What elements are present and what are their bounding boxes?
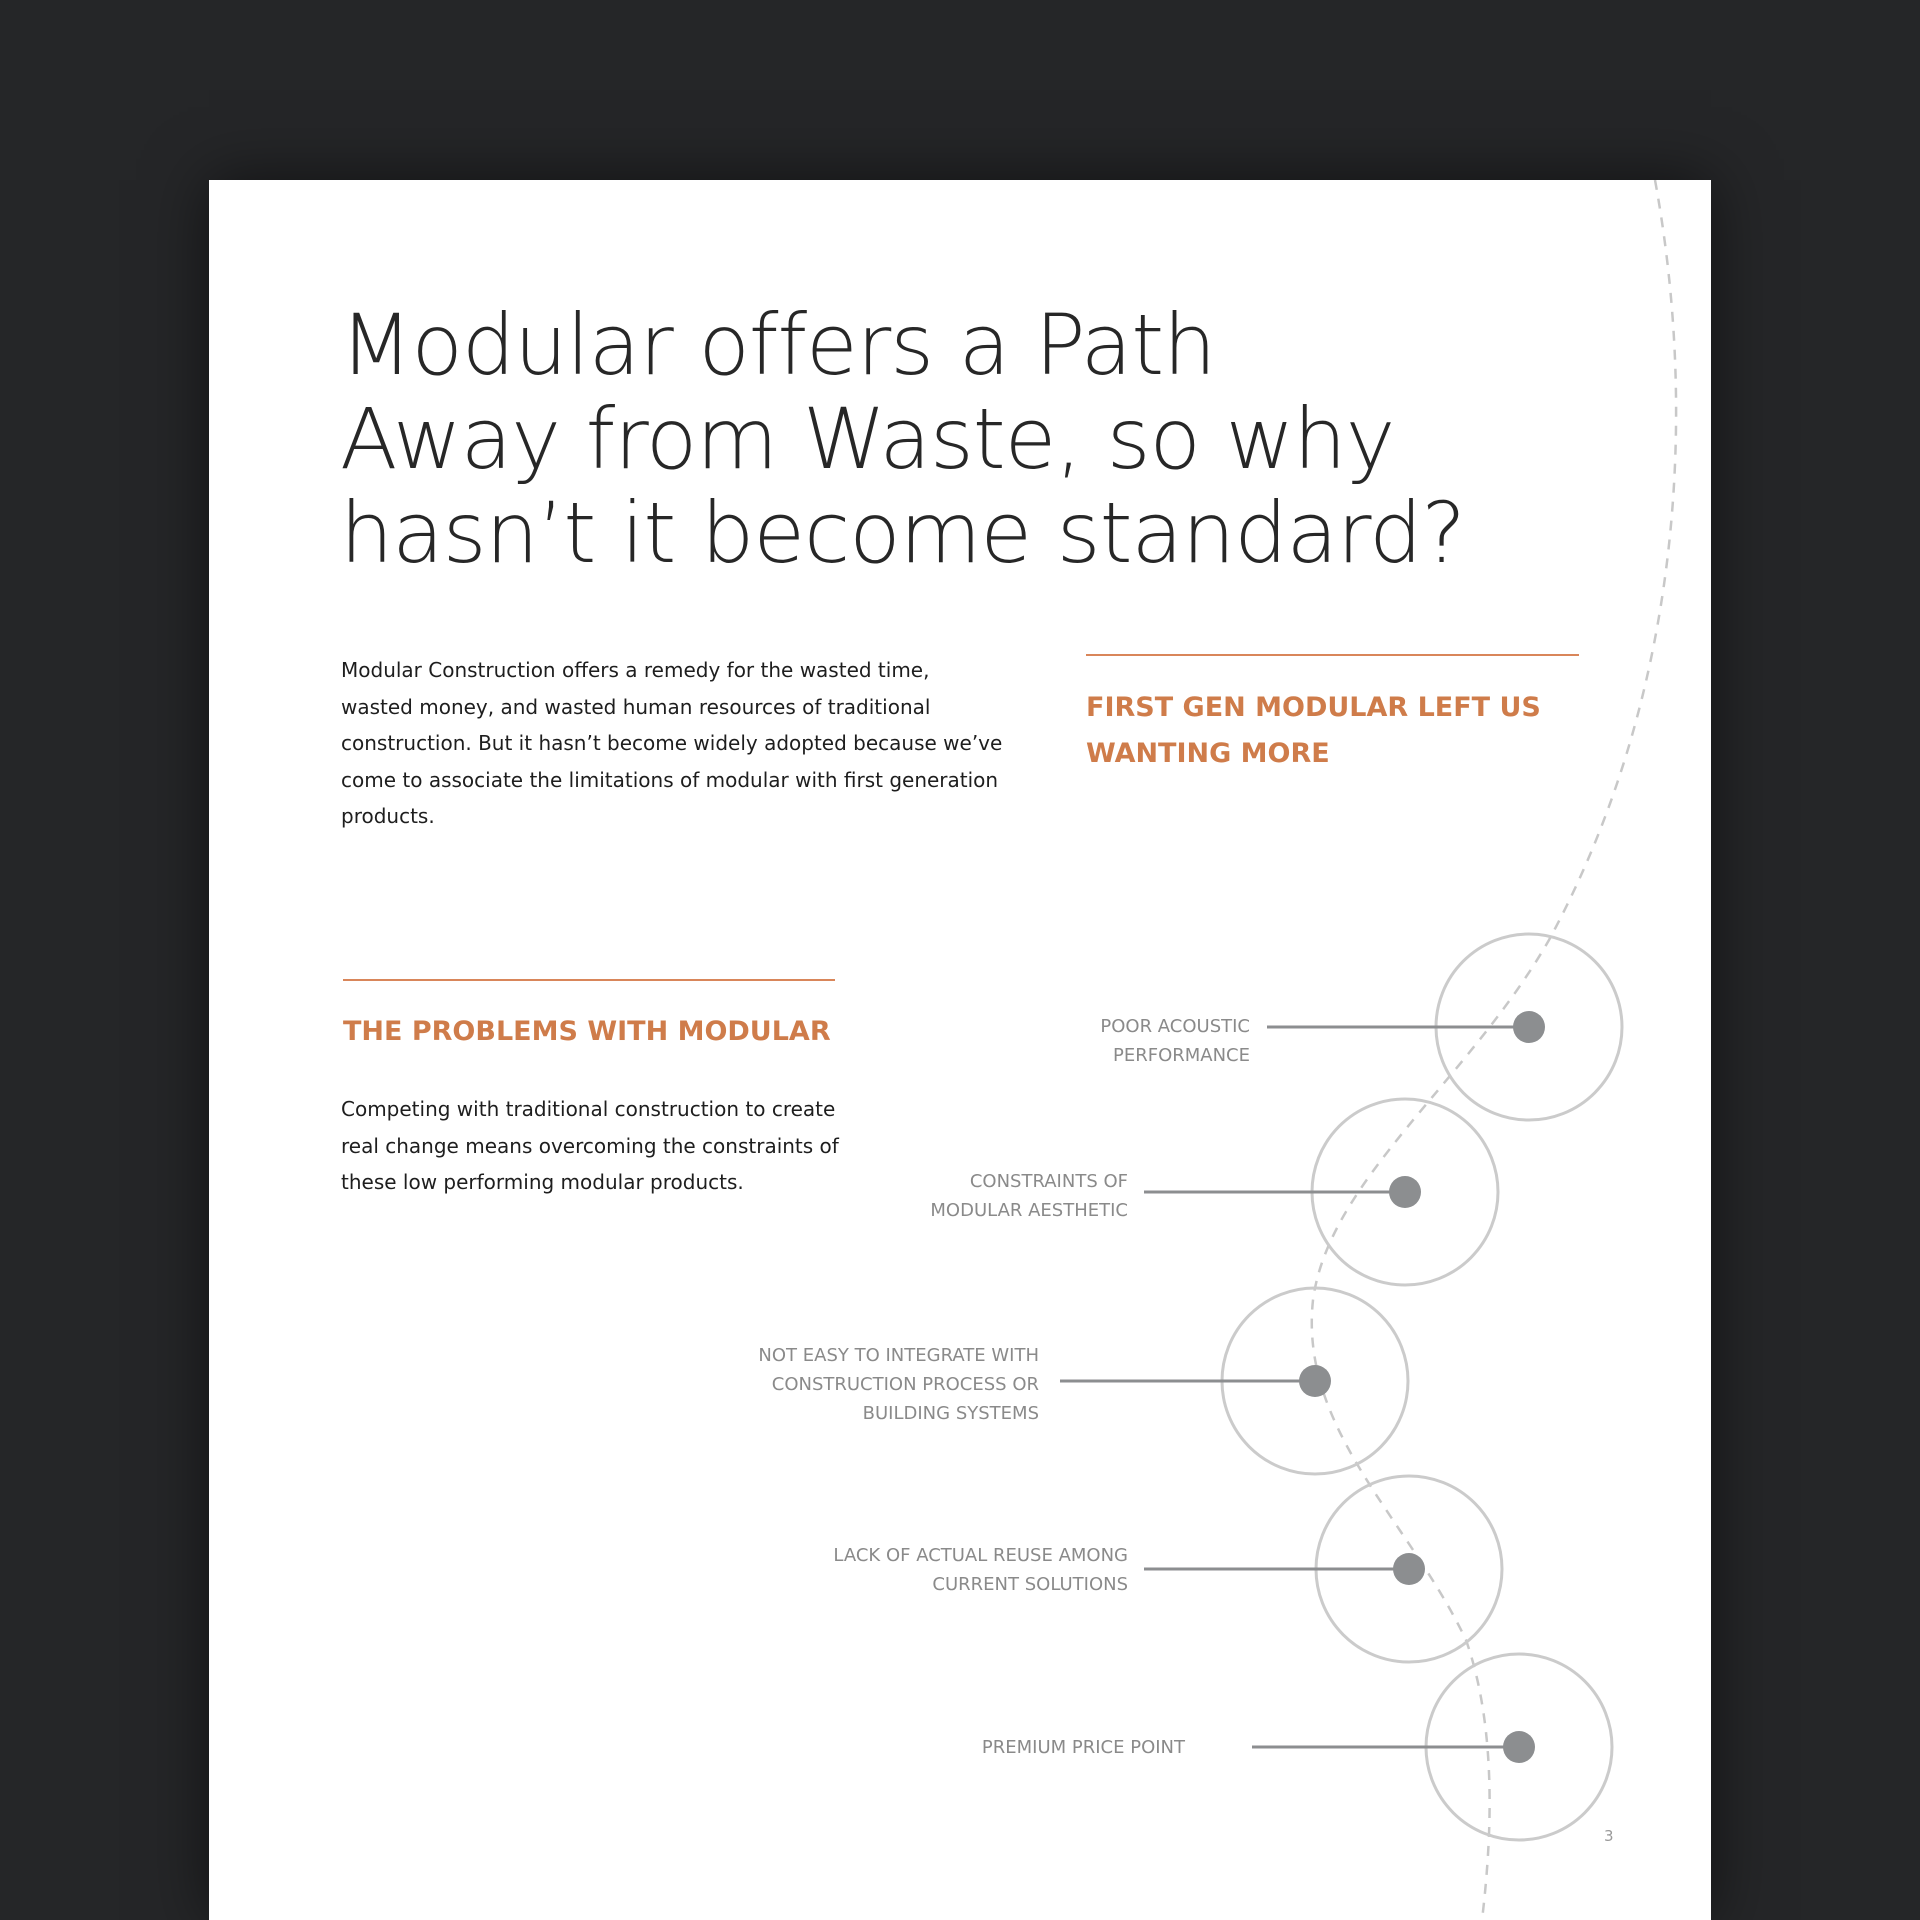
problem-label-reuse: [833, 1541, 1128, 1599]
label-line: CONSTRUCTION PROCESS OR: [771, 1374, 1039, 1395]
problem-label-acoustic: [1100, 1012, 1250, 1070]
marker-dot: [1389, 1176, 1421, 1208]
title-line: Away from Waste, so why: [340, 390, 1395, 488]
marker-dot: [1393, 1553, 1425, 1585]
label-line: PERFORMANCE: [1112, 1045, 1250, 1066]
first-gen-heading-line: WANTING MORE: [1086, 738, 1330, 769]
problem-marker-2: [1144, 1099, 1498, 1285]
problem-marker-1: [1267, 934, 1622, 1120]
problems-heading: THE PROBLEMS WITH MODULAR: [343, 1016, 831, 1047]
marker-dot: [1299, 1365, 1331, 1397]
label-line: MODULAR AESTHETIC: [930, 1200, 1128, 1221]
document-page: [209, 180, 1711, 1920]
problem-label-aesthetic: [930, 1167, 1128, 1225]
problem-label-price: [982, 1733, 1185, 1762]
problem-marker-5: [1252, 1654, 1612, 1840]
marker-dot: [1503, 1731, 1535, 1763]
problem-label-integration: [758, 1341, 1039, 1428]
dashed-path: [1312, 180, 1676, 1920]
title-line: hasn’t it become standard?: [340, 484, 1465, 582]
label-line: LACK OF ACTUAL REUSE AMONG: [833, 1545, 1128, 1566]
problems-paragraph: Competing with traditional construction to create real change means overcoming the constraints of these low performing modular products.: [341, 1097, 839, 1194]
label-line: BUILDING SYSTEMS: [862, 1403, 1039, 1424]
title-line: Modular offers a Path: [340, 296, 1216, 394]
label-line: CURRENT SOLUTIONS: [932, 1574, 1128, 1595]
label-line: PREMIUM PRICE POINT: [981, 1737, 1185, 1758]
label-line: CONSTRAINTS OF: [969, 1171, 1128, 1192]
label-line: NOT EASY TO INTEGRATE WITH: [758, 1345, 1039, 1366]
page-number: 3: [1604, 1827, 1614, 1845]
label-line: POOR ACOUSTIC: [1100, 1016, 1250, 1037]
problem-marker-3: [1060, 1288, 1408, 1474]
problems-diagram: [209, 180, 1711, 1920]
marker-dot: [1513, 1011, 1545, 1043]
first-gen-heading-line: FIRST GEN MODULAR LEFT US: [1086, 692, 1541, 723]
problem-marker-4: [1144, 1476, 1502, 1662]
intro-paragraph: Modular Construction offers a remedy for the wasted time, wasted money, and wasted human resources of traditional construction. But it hasn’t become widely adopted because we’ve come to associate the limitations of modular with first generation products.: [341, 658, 1003, 828]
